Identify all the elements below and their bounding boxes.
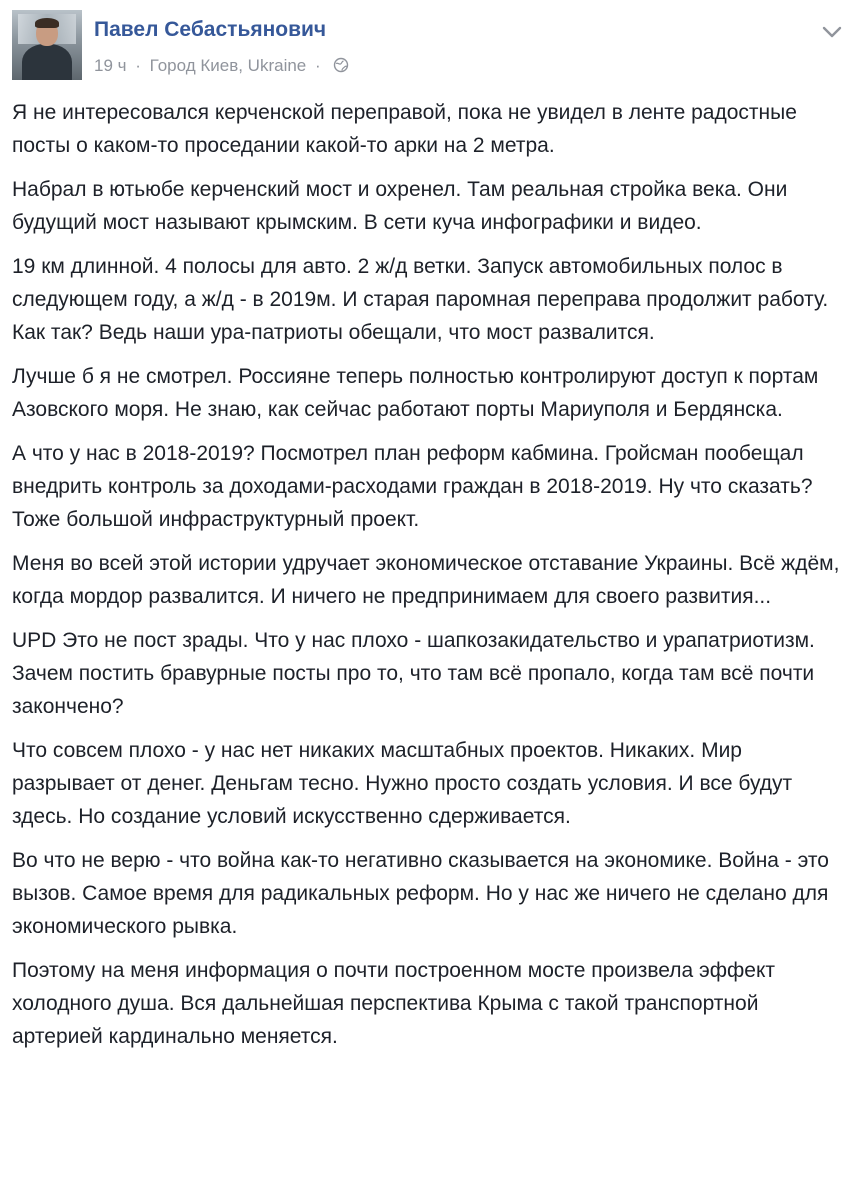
post-paragraph: Лучше б я не смотрел. Россияне теперь полностью контролируют доступ к портам Азовского моря. Не знаю, как сейчас работают порты Мариуполя и Бердянска. [12,365,819,421]
post-body [12,96,848,1064]
post-paragraph: Поэтому на меня информация о почти построенном мосте произвела эффект холодного душа. Вся дальнейшая перспектива Крыма с такой транспортной артерией кардинально меняется. [12,959,776,1048]
avatar[interactable] [12,10,82,80]
post-location[interactable]: Город Киев, Ukraine [149,56,307,75]
post-paragraph: Меня во всей этой истории удручает экономическое отставание Украины. Всё ждём, когда мордор развалится. И ничего не предпринимаем для своего развития... [12,552,840,608]
meta-separator-2: · [315,56,321,75]
post-paragraph: Во что не верю - что война как-то негативно сказывается на экономике. Война - это вызов. Самое время для радикальных реформ. Но у нас же ничего не сделано для экономического рывка. [12,849,829,938]
chevron-down-icon[interactable] [820,24,844,40]
post-paragraph: Что совсем плохо - у нас нет никаких масштабных проектов. Никаких. Мир разрывает от денег. Деньгам тесно. Нужно просто создать условия. И все будут здесь. Но создание условий искусственно сдерживается. [12,739,793,828]
post-paragraph: А что у нас в 2018-2019? Посмотрел план реформ кабмина. Гройсман пообещал внедрить контроль за доходами-расходами граждан в 2018-2019. Ну что сказать? Тоже большой инфраструктурный проект. [12,442,813,531]
post-paragraph: Я не интересовался керченской переправой, пока не увидел в ленте радостные посты о каком-то проседании какой-то арки на 2 метра. [12,101,797,157]
post-meta [94,56,349,78]
avatar-body [22,44,72,80]
meta-separator: · [135,56,141,75]
post-paragraph: Набрал в ютьюбе керченский мост и охренел. Там реальная стройка века. Они будущий мост называют крымским. В сети куча инфографики и видео. [12,178,788,234]
post-header [12,10,848,90]
globe-icon[interactable] [333,57,349,78]
post-timestamp[interactable]: 19 ч [94,56,127,75]
author-name[interactable]: Павел Себастьянович [94,18,327,41]
avatar-hair [35,18,59,28]
post-paragraph: UPD Это не пост зрады. Что у нас плохо - шапкозакидательство и урапатриотизм. Зачем постить бравурные посты про то, что там всё пропало, когда там всё почти закончено? [12,629,815,718]
post-paragraph: 19 км длинной. 4 полосы для авто. 2 ж/д ветки. Запуск автомобильных полос в следующем году, а ж/д - в 2019м. И старая паромная переправа продолжит работу. Как так? Ведь наши ура-патриоты обещали, что мост развалится. [12,255,829,344]
